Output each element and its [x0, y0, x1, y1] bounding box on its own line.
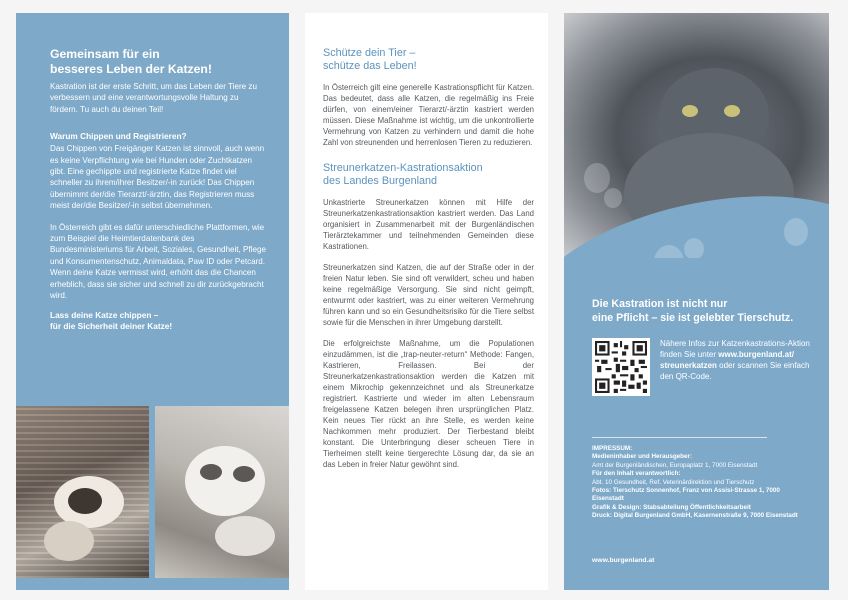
- chip-text: Das Chippen von Freigänger Katzen ist sinnvoll, auch wenn es keine Verpflichtung wie bei Hunden oder Zuchtkatzen gibt. Eine gechippte und registrierte Katze findet viel schneller zu ihrem/ihrer Besitzer/-in zurück! Das Chippen übernimmt der/die Tierarzt/-ärztin, das Registrieren muss meist der/die Besitzer/-in selbst übernehmen.: [50, 144, 265, 211]
- info-link[interactable]: www.burgenland.at/ streunerkatzen: [660, 350, 794, 370]
- cta-line1: Lass deine Katze chippen –: [50, 309, 159, 320]
- qr-code-icon: [595, 341, 647, 393]
- impressum-line: Medieninhaber und Herausgeber:: [592, 453, 693, 461]
- middle-heading-2: [323, 162, 534, 188]
- kitten-photo-1: [16, 406, 149, 578]
- headline-line1: Die Kastration ist nicht nur: [592, 298, 728, 310]
- info-text: [660, 338, 820, 382]
- info-prefix: Nähere Infos zur Katzenkastrations-Aktion finden Sie unter: [660, 339, 810, 359]
- kitten-photo-2: [155, 406, 289, 578]
- impressum-title: IMPRESSUM:: [592, 445, 633, 452]
- impressum-line: Grafik & Design: Stabsabteilung Öffentlichkeitsarbeit: [592, 503, 751, 511]
- tnr-method-text: Die erfolgreichste Maßnahme, um die Populationen einzudämmen, ist die „trap-neuter-return“ Methode: Fangen, Kastrieren, Freilassen. Bei der Streunerkatzenkastrationsaktion werden die Katzen mit einem Mikrochip gekennzeichnet und als Streunerkatze registriert. Kastrierte und wieder im alten Lebensraum freigelassene Katzen belegen ihren ursprünglichen Platz. Kein neues Tier rückt an ihre Stelle, es werden keine Nachkommen mehr produziert. Der Tierbestand bleibt konstant. Die Unterbringung dieser scheuen Tiere in Tierheimen stellt keine tiergerechte Lösung dar, da sie an das Leben in freier Natur gewöhnt sind.: [323, 339, 534, 469]
- castration-duty-text: In Österreich gilt eine generelle Kastrationspflicht für Katzen. Das bedeutet, dass alle Katzen, die regelmäßig ins Freie dürfen, von einem/einer Tierarzt/-ärztin kastriert werden müssen. Diese Maßnahme ist wichtig, um die unkontrollierte Vermehrung von Katzen zu verhindern und damit die hohe Zahl von streunenden und herrenlosen Tieren zu reduzieren.: [323, 83, 534, 147]
- right-headline: [592, 298, 817, 325]
- left-title: [50, 47, 267, 77]
- left-title-line2: besseres Leben der Katzen!: [50, 62, 212, 76]
- stray-action-text: Unkastrierte Streunerkatzen können mit Hilfe der Streunerkatzenkastrationsaktion kastriert werden. Das Land organisiert in Zusammenarbeit mit der Burgenländischen Tierärztekammer und teilnehmenden Gemeinden diese Kastrationen.: [323, 198, 534, 251]
- website-link[interactable]: www.burgenland.at: [592, 557, 655, 564]
- impressum-line: Abt. 10 Gesundheit, Ref. Veterinärdirektion und Tierschutz: [592, 478, 755, 486]
- headline-line2: eine Pflicht – sie ist gelebter Tierschutz.: [592, 311, 794, 324]
- impressum-line: Amt der Burgenländischen, Europaplatz 1, 7000 Eisenstadt: [592, 461, 758, 469]
- divider: [592, 437, 767, 438]
- chip-heading: Warum Chippen und Registrieren?: [50, 131, 187, 142]
- heading1-line1: Schütze dein Tier –: [323, 47, 416, 59]
- impressum-line: Für den Inhalt verantwortlich:: [592, 470, 681, 478]
- stray-definition-text: Streunerkatzen sind Katzen, die auf der Straße oder in der freien Natur leben. Sie sind oft verwildert, scheu und haben keine regelmäßige Versorgung. Sie sind nicht geimpft, entwurmt oder kastriert, was zu einer weiteren Vermehrung führen kann und so ein Gesundheitsrisiko für die Tiere selbst sowie für die Menschen in ihrer Umgebung darstellt.: [323, 263, 534, 327]
- heading2-line2: des Landes Burgenland: [323, 175, 438, 187]
- impressum: [592, 445, 812, 521]
- heading1-line2: schütze das Leben!: [323, 60, 417, 72]
- qr-code[interactable]: [592, 338, 650, 396]
- impressum-line: Fotos: Tierschutz Sonnenhof, Franz von Assisi-Strasse 1, 7000 Eisenstadt: [592, 487, 780, 503]
- kitten-photos: [16, 406, 289, 578]
- middle-heading-1: [323, 47, 534, 73]
- middle-panel: [305, 13, 548, 590]
- left-panel: [16, 13, 289, 590]
- cta-line2: für die Sicherheit deiner Katze!: [50, 320, 173, 331]
- chip-call-to-action: [50, 310, 267, 332]
- left-title-line1: Gemeinsam für ein: [50, 47, 160, 61]
- impressum-line: Druck: Digital Burgenland GmbH, Kasernenstraße 9, 7000 Eisenstadt: [592, 512, 798, 520]
- grey-kitten-photo: [564, 13, 829, 258]
- database-text: In Österreich gibt es dafür unterschiedliche Plattformen, wie zum Beispiel die Heimtierdatenbank des Bundesministeriums für Arbeit, Soziales, Gesundheit, Pflege und Konsumentenschutz, Animaldata, Paw ID oder Petcard. Wenn deine Katze vermisst wird, erhöht das die Chancen erheblich, dass sie sicher und schnell zu dir zurückgebracht wird.: [50, 222, 266, 301]
- right-panel: [564, 13, 829, 590]
- heading2-line1: Streunerkatzen-Kastrationsaktion: [323, 162, 483, 174]
- info-suffix: oder scannen Sie einfach den QR-Code.: [660, 361, 810, 381]
- left-intro: Kastration ist der erste Schritt, um das Leben der Tiere zu verbessern und eine verantwortungsvolle Haltung zu fördern. Tu auch du deinen Teil!: [50, 82, 257, 114]
